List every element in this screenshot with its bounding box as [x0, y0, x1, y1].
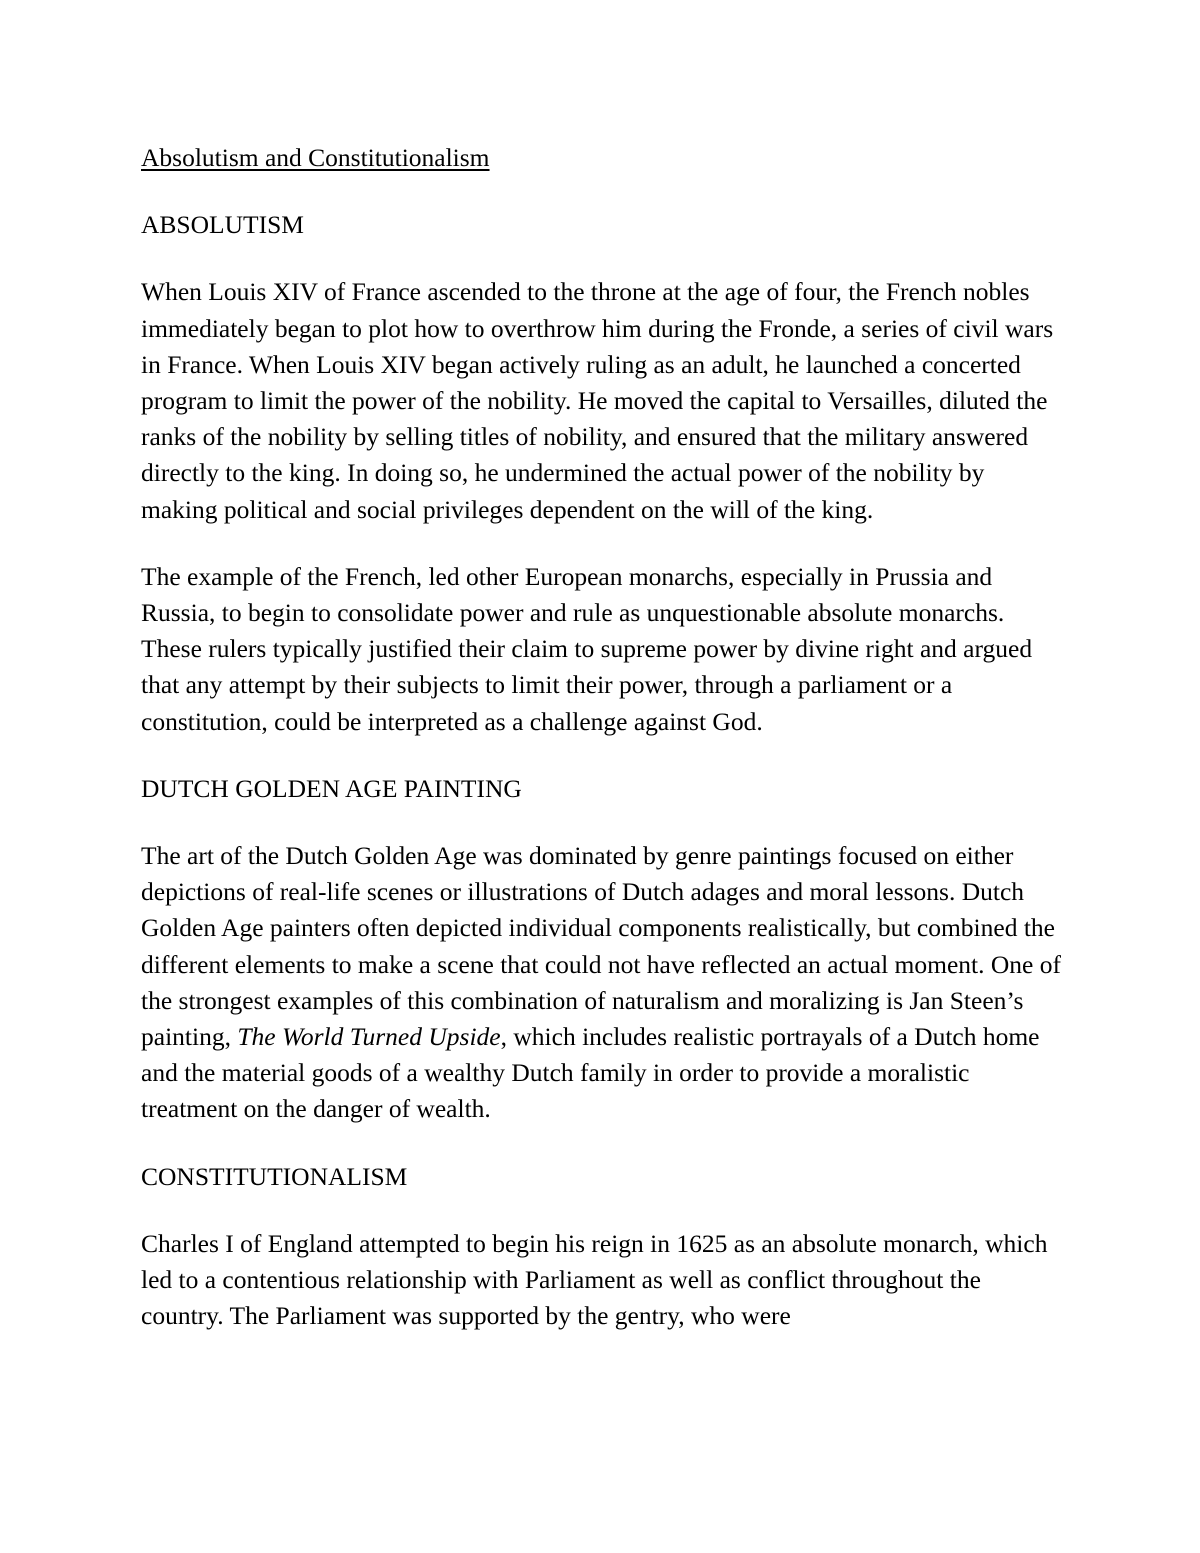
paragraph-dutch-painting-text-after: , which includes realistic portrayals of a Dutch home and the material goods of a wealthy Dutch family in order to provide a moralistic treatment on the danger of wealth. [141, 1022, 1040, 1124]
paragraph-dutch-painting [141, 838, 1066, 1128]
paragraph-louis-xiv: When Louis XIV of France ascended to the throne at the age of four, the French nobles immediately began to plot how to overthrow him during the Fronde, a series of civil wars in France. When Louis XIV began actively ruling as an adult, he launched a concerted program to limit the power of the nobility. He moved the capital to Versailles, diluted the ranks of the nobility by selling titles of nobility, and ensured that the military answered directly to the king. In doing so, he undermined the actual power of the nobility by making political and social privileges dependent on the will of the king. [141, 277, 1054, 524]
paragraph-dutch-painting-text-before: The art of the Dutch Golden Age was dominated by genre paintings focused on either depictions of real-life scenes or illustrations of Dutch adages and moral lessons. Dutch Golden Age painters often depicted individual components realistically, but combined the different elements to make a scene that could not have reflected an actual moment. One of the strongest examples of this combination of naturalism and moralizing is Jan Steen’s painting, [141, 841, 1061, 1052]
section-heading-absolutism: ABSOLUTISM [141, 210, 304, 240]
painting-title-italic: The World Turned Upside [237, 1022, 501, 1052]
section-heading-constitutionalism: CONSTITUTIONALISM [141, 1161, 408, 1191]
section-heading-dutch-golden-age: DUTCH GOLDEN AGE PAINTING [141, 773, 522, 803]
paragraph-charles-i: Charles I of England attempted to begin his reign in 1625 as an absolute monarch, which led to a contentious relationship with Parliament as well as conflict throughout the country. The Parliament was supported by the gentry, who were [141, 1228, 1048, 1331]
paragraph-european-monarchs: The example of the French, led other European monarchs, especially in Prussia and Russia, to begin to consolidate power and rule as unquestionable absolute monarchs. These rulers typically justified their claim to supreme power by divine right and argued that any attempt by their subjects to limit their power, through a parliament or a constitution, could be interpreted as a challenge against God. [141, 561, 1033, 736]
document-title: Absolutism and Constitutionalism [141, 143, 490, 172]
document-body [141, 140, 1066, 1334]
